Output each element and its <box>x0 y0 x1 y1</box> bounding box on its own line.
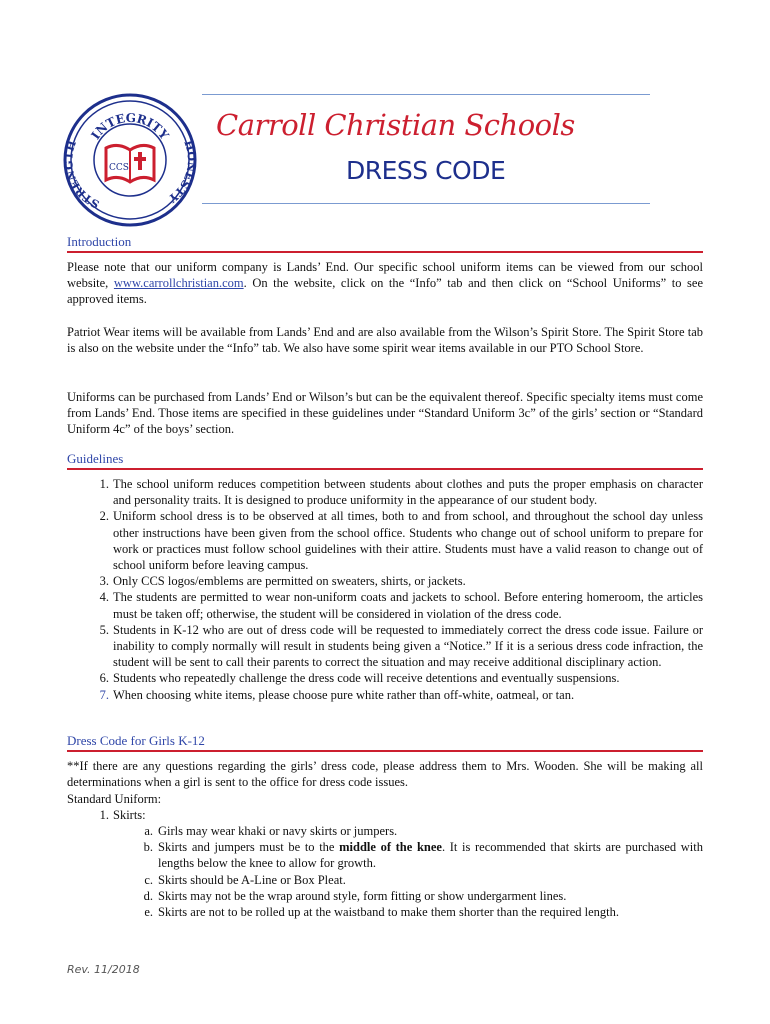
skirts-rules-list <box>67 823 703 920</box>
skirts-item-label: Skirts: <box>113 808 146 822</box>
list-item: 2. Uniform school dress is to be observed at all times, both to and from school, and throughout the school day unless other instructions have been given from the school office. Students who change out of school uniform to prepare for work or practices must follow school guidelines with their attire. Students must have a valid reason to change out of school uniform before leaving campus. <box>99 509 703 573</box>
intro-paragraph-2: Patriot Wear items will be available from Lands’ End and are also available from the Wilson’s Spirit Store. The Spirit Store tab is also on the website under the “Info” tab. We also have some spirit wear items available in our PTO School Store. <box>67 325 703 356</box>
emphasis-text: middle of the knee <box>339 840 442 855</box>
guidelines-list <box>67 476 703 703</box>
list-item: 3. Only CCS logos/emblems are permitted on sweaters, shirts, or jackets. <box>99 574 466 589</box>
header-bottom-rule <box>202 203 650 204</box>
school-name: Carroll Christian Schools <box>216 108 575 142</box>
intro-paragraph-3: Uniforms can be purchased from Lands’ End or Wilson’s but can be the equivalent thereof. Specific specialty items must come from Lands’ End. Those items are specified in these guidelines under “Standard Uniform 3c” of the girls’ section or “Standard Uniform 4c” of the boys’ section. <box>67 390 703 437</box>
girls-intro-paragraph: **If there are any questions regarding the girls’ dress code, please address them to Mrs. Wooden. She will be making all determinations when a girl is sent to the office for dress code issues. <box>67 759 703 790</box>
list-item: b. Skirts and jumpers must be to the middle of the knee. It is recommended that skirts are purchased with lengths below the knee to allow for growth. <box>143 840 703 871</box>
list-item: 4. The students are permitted to wear non-uniform coats and jackets to school. Before entering homeroom, the articles must be taken off; otherwise, the student will be considered in violation of the dress code. <box>99 590 703 621</box>
list-item: 5. Students in K-12 who are out of dress code will be requested to immediately correct the dress code issue. Failure or inability to comply normally will result in students being given a “Notice.” If it is a serious dress code infraction, the student will be sent to call their parents to correct the situation and may receive additional disciplinary action. <box>99 622 703 670</box>
header-top-rule <box>202 94 650 95</box>
introduction-heading: Introduction <box>67 234 703 253</box>
list-item: c. Skirts should be A-Line or Box Pleat. <box>144 872 346 887</box>
seal-right-text: HONESTY <box>166 138 198 205</box>
seal-left-text: STRENGTH <box>62 138 102 211</box>
school-website-link[interactable]: www.carrollchristian.com <box>113 276 244 291</box>
intro-paragraph-1: Please note that our uniform company is Lands’ End. Our specific school uniform items can be viewed from our school website, www.carrollchristian.com. On the website, click on the “Info” tab and then click on “School Uniforms” to see approved items. <box>67 260 704 307</box>
list-item: d. Skirts may not be the wrap around style, form fitting or show undergarment lines. <box>143 888 567 903</box>
seal-top-text: INTEGRITY <box>88 110 172 143</box>
document-title: DRESS CODE <box>346 156 506 185</box>
list-item: e. Skirts are not to be rolled up at the waistband to make them shorter than the required length. <box>144 905 619 920</box>
skirts-item-number: 1. <box>99 808 109 822</box>
list-item: 1. The school uniform reduces competition between students about clothes and puts the proper emphasis on character and personality traits. It is designed to produce uniformity in the appearance of our student body. <box>99 477 703 508</box>
guidelines-heading: Guidelines <box>67 451 703 470</box>
revision-footer: Rev. 11/2018 <box>67 963 140 976</box>
school-seal-logo <box>62 92 198 228</box>
list-item: 6. Students who repeatedly challenge the dress code will receive detentions and eventually suspensions. <box>99 671 620 686</box>
standard-uniform-label: Standard Uniform: <box>67 792 162 806</box>
girls-dress-code-heading: Dress Code for Girls K-12 <box>67 733 703 752</box>
list-item: a. Girls may wear khaki or navy skirts or jumpers. <box>144 824 398 838</box>
seal-center-text: CCS <box>109 163 129 173</box>
list-item: 7. When choosing white items, please choose pure white rather than off-white, oatmeal, or tan. <box>99 687 575 702</box>
